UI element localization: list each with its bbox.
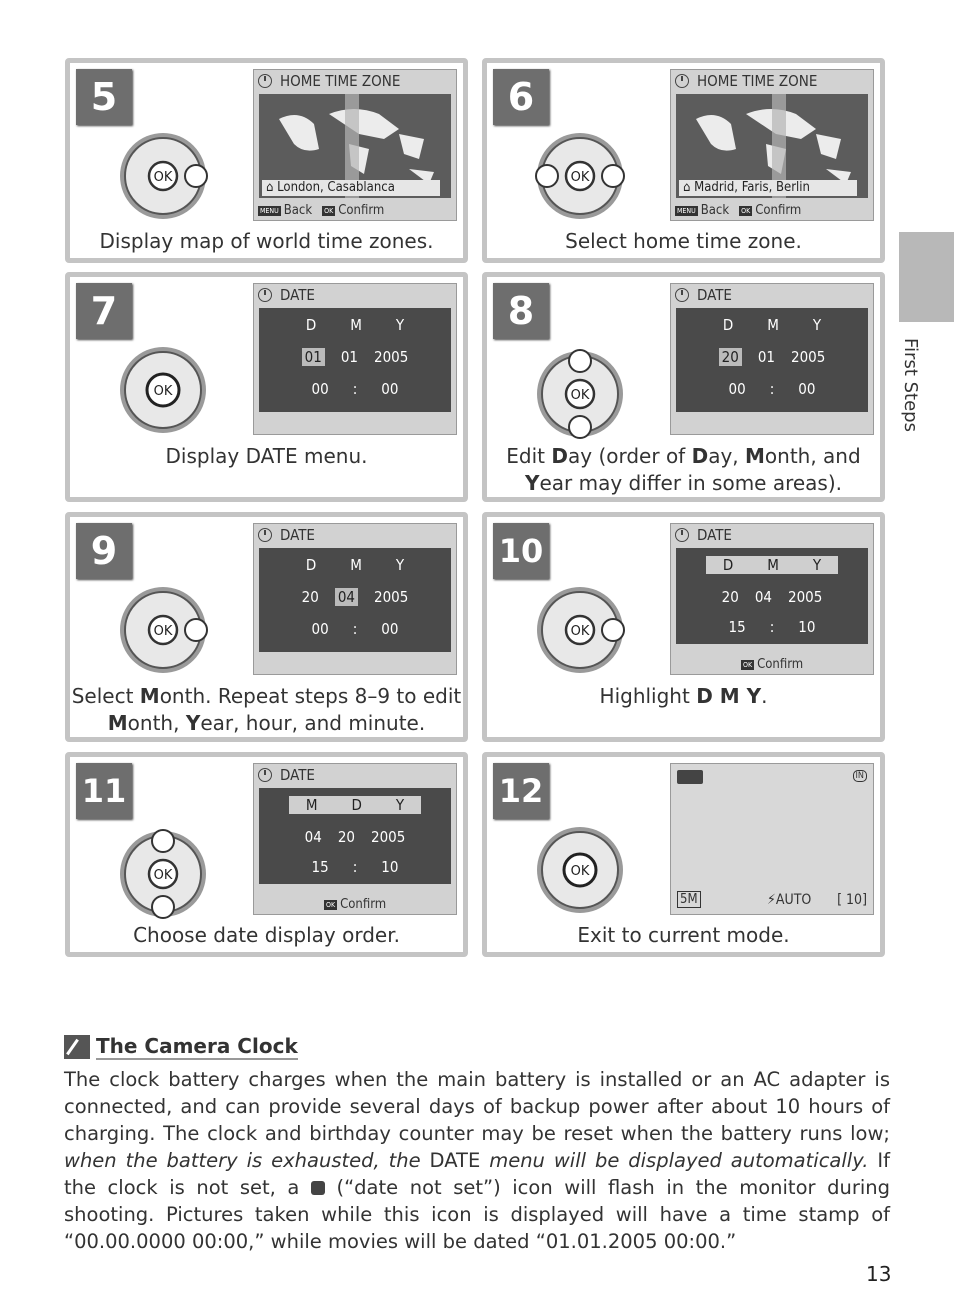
multi-selector-dial-icon [118, 345, 208, 435]
step-number: 10 [493, 523, 549, 579]
screen-title: HOME TIME ZONE [280, 72, 401, 90]
step-11-panel [65, 752, 468, 957]
clock-icon [258, 528, 272, 542]
clock-icon [675, 288, 689, 302]
flash-mode-indicator: ⚡AUTO [767, 892, 812, 908]
date-field-selected: 20 [719, 348, 742, 366]
note-title: The Camera Clock [64, 1034, 298, 1060]
date-field-selected: 01 [302, 348, 325, 366]
screen-title: DATE [697, 526, 732, 544]
step-6-panel [482, 58, 885, 263]
date-panel: D M Y 20 04 2005 00 : 00 [259, 548, 451, 652]
svg-text:OK: OK [153, 624, 173, 639]
confirm-hint: OK Confirm [743, 657, 804, 672]
shooting-monitor [670, 763, 874, 915]
clock-icon [675, 528, 689, 542]
svg-text:OK: OK [153, 868, 173, 883]
step-12-panel [482, 752, 885, 957]
clock-icon [258, 768, 272, 782]
svg-text:OK: OK [153, 170, 173, 185]
step-5-panel [65, 58, 468, 263]
confirm-hint: OK Confirm [324, 203, 385, 218]
multi-selector-dial-icon [118, 829, 208, 919]
date-panel: M D Y 04 20 2005 15 : 10 [259, 788, 451, 884]
order-field-selected: M D Y [289, 796, 421, 814]
step-caption: Choose date display order. [133, 923, 400, 947]
step-number: 6 [493, 69, 549, 125]
svg-text:OK: OK [570, 388, 590, 403]
multi-selector-dial-icon [118, 131, 208, 221]
monitor-screen [253, 523, 457, 675]
step-caption: Display DATE menu. [165, 444, 368, 468]
step-number: 9 [76, 523, 132, 579]
date-not-set-icon [311, 1181, 325, 1195]
date-panel: D M Y 20 04 2005 15 : 10 [676, 548, 868, 644]
monitor-screen [670, 523, 874, 675]
multi-selector-dial-icon [535, 585, 625, 675]
exposures-remaining: [ 10] [837, 892, 867, 908]
step-caption: Select home time zone. [565, 229, 802, 253]
order-field-selected: D M Y [706, 556, 838, 574]
back-hint: MENU Back [677, 203, 730, 218]
monitor-screen [253, 283, 457, 435]
step-8-panel [482, 272, 885, 502]
screen-title: HOME TIME ZONE [697, 72, 818, 90]
date-panel: D M Y 01 01 2005 00 : 00 [259, 308, 451, 412]
image-size-indicator: 5M [677, 891, 701, 908]
step-caption: Exit to current mode. [577, 923, 790, 947]
step-9-panel [65, 512, 468, 742]
screen-title: DATE [280, 526, 315, 544]
clock-icon [258, 74, 272, 88]
screen-title: DATE [280, 286, 315, 304]
step-caption: Highlight D M Y. [599, 684, 768, 708]
multi-selector-dial-icon [535, 131, 625, 221]
step-caption: Display map of world time zones. [99, 229, 434, 253]
multi-selector-dial-icon [535, 349, 625, 439]
step-number: 5 [76, 69, 132, 125]
date-panel: D M Y 20 01 2005 00 : 00 [676, 308, 868, 412]
svg-text:OK: OK [570, 170, 590, 185]
svg-text:OK: OK [570, 624, 590, 639]
step-10-panel [482, 512, 885, 742]
monitor-screen [670, 69, 874, 221]
back-hint: MENU Back [260, 203, 313, 218]
clock-icon [258, 288, 272, 302]
section-label: First Steps [900, 338, 921, 432]
monitor-screen [670, 283, 874, 435]
step-number: 12 [493, 763, 549, 819]
date-field-selected: 04 [335, 588, 358, 606]
screen-title: DATE [280, 766, 315, 784]
camera-mode-icon [677, 770, 703, 784]
confirm-hint: OK Confirm [326, 897, 387, 912]
time-zone-label: ⌂ Madrid, Faris, Berlin [679, 180, 857, 196]
step-caption: Edit Day (order of Day, Month, and Year may differ in some areas). [506, 444, 861, 495]
pencil-note-icon [64, 1035, 90, 1059]
step-number: 8 [493, 283, 549, 339]
time-zone-label: ⌂ London, Casablanca [262, 180, 440, 196]
screen-title: DATE [697, 286, 732, 304]
svg-text:OK: OK [153, 384, 173, 399]
note-body: The clock battery charges when the main battery is installed or an AC adapter is connected, and can provide several days of backup power after about 10 hours of charging. The clock and birthday counter may be reset when the battery runs low; when the battery is exhausted, the DATE menu will be displayed automatically. If the clock is not set, a (“date not set”) icon will flash in the monitor during shooting. Pictures taken while this icon is displayed will have a time stamp of “00.00.0000 00:00,” while movies will be dated “01.01.2005 00:00.” [64, 1068, 890, 1253]
step-caption: Select Month. Repeat steps 8–9 to edit Month, Year, hour, and minute. [71, 684, 462, 735]
clock-icon [675, 74, 689, 88]
monitor-screen [253, 69, 457, 221]
section-tab [899, 232, 954, 322]
step-7-panel [65, 272, 468, 502]
multi-selector-dial-icon [535, 825, 625, 915]
step-number: 7 [76, 283, 132, 339]
internal-memory-icon: IN [853, 770, 867, 782]
page-number: 13 [866, 1262, 892, 1286]
svg-text:OK: OK [570, 864, 590, 879]
step-number: 11 [76, 763, 132, 819]
multi-selector-dial-icon [118, 585, 208, 675]
confirm-hint: OK Confirm [741, 203, 802, 218]
monitor-screen [253, 763, 457, 915]
